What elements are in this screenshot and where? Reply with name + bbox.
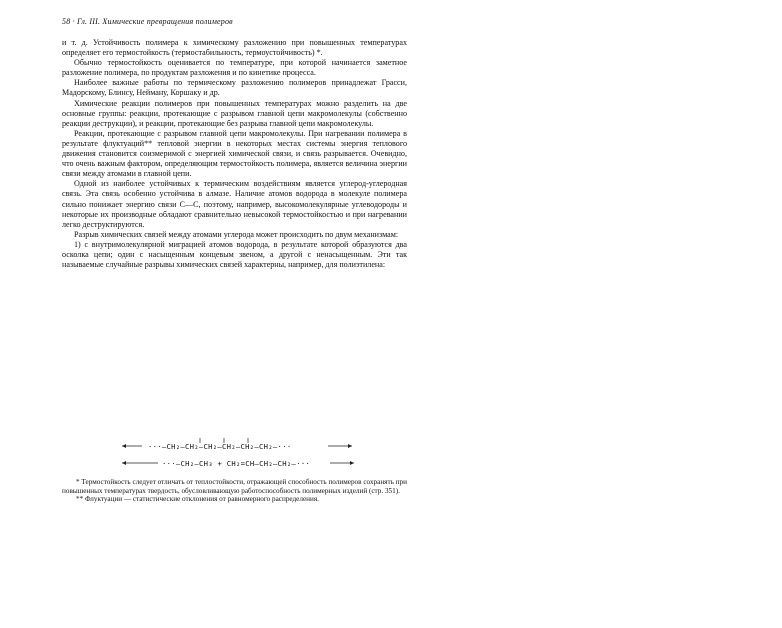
- paragraph-8: 1) с внутримолекулярной миграцией атомов водорода, в результате которой образуются два осколка цепи; один с насыщенным концевым звеном, а другой с ненасыщенным. Эти так называемые случайные разрывы химических связей характерны, например, для полиэтилена:: [62, 239, 407, 270]
- running-head: 58 · Гл. III. Химические превращения полимеров: [62, 17, 233, 26]
- top-right-arrowhead: [348, 444, 352, 448]
- body-text: [62, 38, 407, 270]
- paragraph-6: Одной из наиболее устойчивых к термическим воздействиям является углерод-углеродная связь. Эта связь особенно устойчива в алмазе. Наличие атомов водорода в молекуле полимера сильно понижает энергию связи С—С, поэтому, например, высокомолекулярные углеводороды и некоторые их производные обладают сравнительно невысокой термостойкостью и при нагревании легко деструктируются.: [62, 179, 407, 229]
- lower-chain: ···—CH₂—CH₃ + CH₂=CH—CH₂—CH₂—···: [162, 459, 311, 468]
- footnote-1: * Термостойкость следует отличать от теплостойкости, отражающей способность полимеров сохранять при повышенных температурах твердость, обусловливающую работоспособность полимерных изделий (стр. 351).: [62, 478, 407, 495]
- footnote-2: ** Флуктуации — статистические отклонения от равномерного распределения.: [76, 495, 319, 504]
- paragraph-4: Химические реакции полимеров при повышенных температурах можно разделить на две основные группы: реакции, протекающие с разрывом главной цепи макромолекулы (собственно реакции деструкции), и реакции, протекающие без разрыва главной цепи макромолекулы.: [62, 98, 407, 128]
- footnotes: [62, 478, 407, 504]
- paragraph-3: Наиболее важные работы по термическому разложению полимеров принадлежат Грасси, Мадорскому, Блинсу, Нейману, Коршаку и др.: [62, 78, 407, 98]
- reaction-scheme: [120, 436, 360, 474]
- paragraph-1: и т. д. Устойчивость полимера к химическому разложению при повышенных температурах определяет его термостойкость (термостабильность, термоустойчивость) *.: [62, 38, 407, 58]
- bottom-right-arrowhead: [350, 461, 354, 465]
- top-left-arrowhead: [122, 444, 126, 448]
- bottom-left-arrowhead: [122, 461, 126, 465]
- upper-chain: ···—CH₂—CH₂—CH₂—CH₂—CH₂—CH₂—···: [148, 442, 292, 451]
- paragraph-2: Обычно термостойкость оценивается по температуре, при которой начинается заметное разложение полимера, по продуктам разложения и по кинетике процесса.: [62, 58, 407, 78]
- paragraph-5: Реакции, протекающие с разрывом главной цепи макромолекулы. При нагревании полимера в результате флуктуаций** тепловой энергии в некоторых местах системы энергия теплового движения становится соизмеримой с энергией химической связи, и связь разрывается. Очевидно, что очень важным фактором, определяющим термостойкость полимера, является величина энергии связи между атомами в главной цепи.: [62, 128, 407, 179]
- paragraph-7: Разрыв химических связей между атомами углерода может происходить по двум механизмам:: [74, 229, 399, 239]
